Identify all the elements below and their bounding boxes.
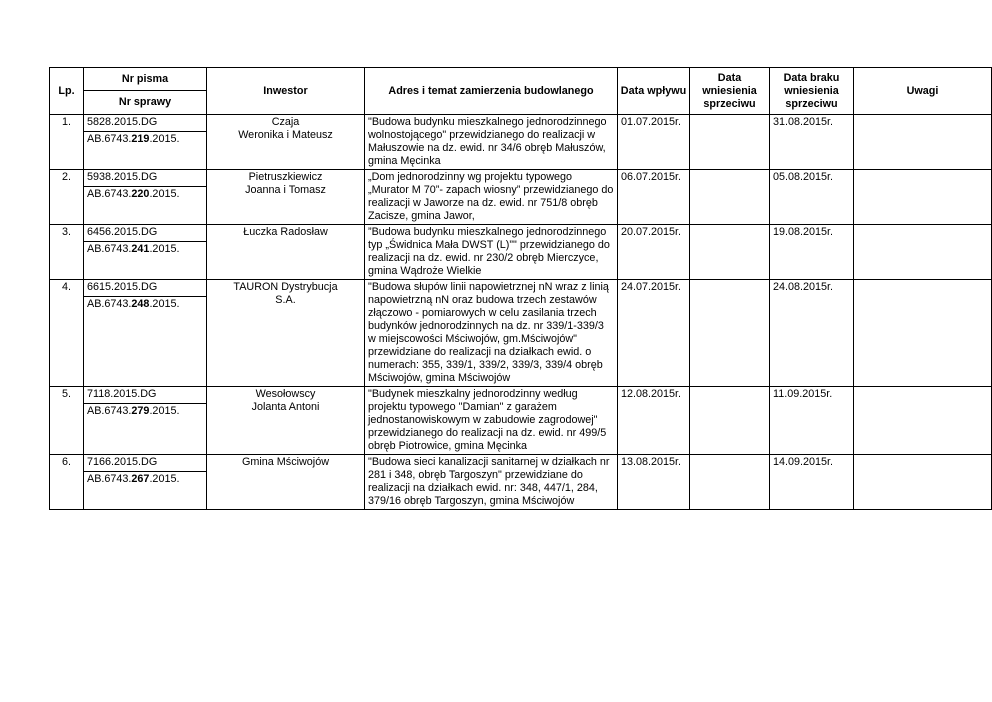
inwestor-line-2: Jolanta Antoni <box>251 401 320 413</box>
nr-sprawy-number: 219 <box>131 133 150 145</box>
cell-adres: ”Budowa budynku mieszkalnego jednorodzinnego typ „Świdnica Mała DWST (L)”" przewidzianego do realizacji na dz. ewid. nr 230/2 obręb Mierczyce, gmina Wądroże Wielkie <box>365 225 618 280</box>
cell-data-braku: 24.08.2015r. <box>770 280 854 387</box>
nr-sprawy-number: 267 <box>131 473 150 485</box>
cell-data-wplywu: 01.07.2015r. <box>618 115 690 170</box>
cell-adres: "Budynek mieszkalny jednorodzinny według projektu typowego "Damian" z garażem jednostanowiskowym w zabudowie zagrodowej" przewidzianego do realizacji na dz. ewid. nr 499/5 obręb Piotrowice, gmina Męcinka <box>365 387 618 455</box>
inwestor-line-2: Weronika i Mateusz <box>238 129 333 141</box>
cell-nr-pisma: 7118.2015.DG <box>84 387 207 404</box>
cell-uwagi <box>854 225 992 280</box>
cell-lp: 2. <box>50 170 84 225</box>
cell-data-braku: 05.08.2015r. <box>770 170 854 225</box>
nr-sprawy-number: 220 <box>131 188 150 200</box>
cell-inwestor <box>207 170 365 225</box>
cell-data-braku: 31.08.2015r. <box>770 115 854 170</box>
nr-sprawy-prefix: AB.6743. <box>87 298 132 310</box>
cell-adres: „Dom jednorodzinny wg projektu typowego „Murator M 70”- zapach wiosny” przewidzianego do realizacji w Jaworze na dz. ewid. nr 751/8 obręb Zacisze, gmina Jawor, <box>365 170 618 225</box>
cell-data-wniesienia <box>690 225 770 280</box>
nr-sprawy-prefix: AB.6743. <box>87 188 132 200</box>
cell-lp: 6. <box>50 455 84 510</box>
nr-sprawy-prefix: AB.6743. <box>87 243 132 255</box>
header-data-braku: Data braku wniesienia sprzeciwu <box>770 68 854 115</box>
table-row <box>50 225 992 242</box>
header-adres: Adres i temat zamierzenia budowlanego <box>365 68 618 115</box>
cell-data-braku: 11.09.2015r. <box>770 387 854 455</box>
nr-sprawy-suffix: .2015. <box>149 243 180 255</box>
nr-sprawy-suffix: .2015. <box>149 133 180 145</box>
cell-uwagi <box>854 170 992 225</box>
cell-data-braku: 19.08.2015r. <box>770 225 854 280</box>
cell-data-wniesienia <box>690 115 770 170</box>
inwestor-line-1: Łuczka Radosław <box>243 226 328 238</box>
cell-nr-pisma: 7166.2015.DG <box>84 455 207 472</box>
header-uwagi: Uwagi <box>854 68 992 115</box>
header-nr-pisma: Nr pisma <box>84 68 207 91</box>
nr-sprawy-suffix: .2015. <box>149 298 180 310</box>
cell-nr-sprawy <box>84 242 207 280</box>
inwestor-line-1: Wesołowscy <box>255 388 316 400</box>
cell-data-wplywu: 06.07.2015r. <box>618 170 690 225</box>
inwestor-line-1: Czaja <box>271 116 300 128</box>
cell-lp: 4. <box>50 280 84 387</box>
inwestor-line-1: Gmina Mściwojów <box>242 456 329 468</box>
header-inwestor: Inwestor <box>207 68 365 115</box>
inwestor-line-2: S.A. <box>275 294 296 306</box>
cell-adres: "Budowa sieci kanalizacji sanitarnej w działkach nr 281 i 348, obręb Targoszyn" przewidziane do realizacji na działkach ewid. nr: 348, 447/1, 284, 379/16 obręb Targoszyn, gmina Mściwojów <box>365 455 618 510</box>
cell-inwestor <box>207 225 365 280</box>
cell-nr-sprawy <box>84 297 207 387</box>
cell-data-wplywu: 20.07.2015r. <box>618 225 690 280</box>
cell-inwestor <box>207 280 365 387</box>
cell-data-braku: 14.09.2015r. <box>770 455 854 510</box>
cell-nr-pisma: 6456.2015.DG <box>84 225 207 242</box>
cell-inwestor <box>207 387 365 455</box>
cell-inwestor <box>207 455 365 510</box>
header-nr-sprawy: Nr sprawy <box>84 91 207 115</box>
cell-data-wniesienia <box>690 387 770 455</box>
cell-nr-sprawy <box>84 187 207 225</box>
cell-data-wplywu: 12.08.2015r. <box>618 387 690 455</box>
cell-data-wplywu: 24.07.2015r. <box>618 280 690 387</box>
table-row <box>50 115 992 132</box>
cell-adres: "Budowa budynku mieszkalnego jednorodzinnego wolnostojącego" przewidzianego do realizacji w Małuszowie na dz. ewid. nr 34/6 obręb Małuszów, gmina Męcinka <box>365 115 618 170</box>
cell-nr-sprawy <box>84 472 207 510</box>
nr-sprawy-number: 248 <box>131 298 150 310</box>
nr-sprawy-suffix: .2015. <box>149 473 180 485</box>
nr-sprawy-number: 279 <box>131 405 150 417</box>
nr-sprawy-suffix: .2015. <box>149 405 180 417</box>
nr-sprawy-prefix: AB.6743. <box>87 405 132 417</box>
cell-inwestor <box>207 115 365 170</box>
cell-nr-pisma: 6615.2015.DG <box>84 280 207 297</box>
cell-lp: 1. <box>50 115 84 170</box>
cell-nr-sprawy <box>84 132 207 170</box>
table-row <box>50 455 992 472</box>
nr-sprawy-suffix: .2015. <box>149 188 180 200</box>
cell-data-wniesienia <box>690 170 770 225</box>
inwestor-line-1: Pietruszkiewicz <box>248 171 323 183</box>
cell-uwagi <box>854 115 992 170</box>
cell-data-wniesienia <box>690 280 770 387</box>
inwestor-line-2: Joanna i Tomasz <box>245 184 326 196</box>
register-table <box>49 67 992 510</box>
nr-sprawy-prefix: AB.6743. <box>87 473 132 485</box>
cell-uwagi <box>854 280 992 387</box>
cell-uwagi <box>854 455 992 510</box>
cell-data-wplywu: 13.08.2015r. <box>618 455 690 510</box>
header-data-wplywu: Data wpływu <box>618 68 690 115</box>
cell-adres: "Budowa słupów linii napowietrznej nN wraz z linią napowietrzną nN oraz budowa trzech zestawów złączowo - pomiarowych w celu zasilania trzech budynków jednorodzinnych na dz. nr 339/1-339/3 w miejscowości Mściwojów, gm.Mściwojów" przewidziane do realizacji na działkach ewid. o numerach: 355, 339/1, 339/2, 339/3, 339/4 obręb Mściwojów, gmina Mściwojów <box>365 280 618 387</box>
cell-uwagi <box>854 387 992 455</box>
cell-nr-pisma: 5938.2015.DG <box>84 170 207 187</box>
cell-data-wniesienia <box>690 455 770 510</box>
table-row <box>50 387 992 404</box>
header-data-wniesienia: Data wniesienia sprzeciwu <box>690 68 770 115</box>
nr-sprawy-number: 241 <box>131 243 150 255</box>
cell-nr-sprawy <box>84 404 207 455</box>
table-row <box>50 280 992 297</box>
inwestor-line-1: TAURON Dystrybucja <box>233 281 338 293</box>
nr-sprawy-prefix: AB.6743. <box>87 133 132 145</box>
cell-lp: 5. <box>50 387 84 455</box>
cell-lp: 3. <box>50 225 84 280</box>
cell-nr-pisma: 5828.2015.DG <box>84 115 207 132</box>
header-lp: Lp. <box>50 68 84 115</box>
table-row <box>50 170 992 187</box>
